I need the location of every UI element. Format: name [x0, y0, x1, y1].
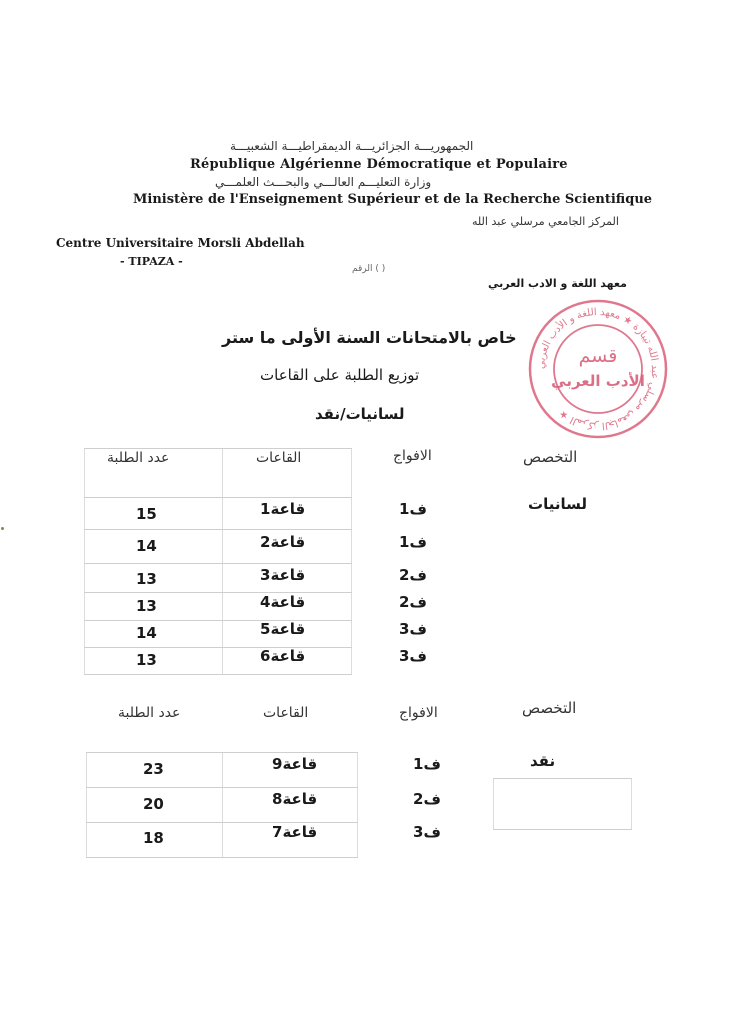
students-cell: 18	[143, 829, 164, 847]
room-cell: قاعة1	[260, 500, 306, 518]
header-rooms: القاعات	[256, 450, 302, 466]
room-cell: قاعة2	[260, 533, 306, 551]
scan-speck	[1, 527, 4, 530]
group-cell: ف3	[399, 647, 427, 665]
header-groups: الافواج	[399, 705, 438, 721]
group-cell: ف1	[399, 500, 427, 518]
group-cell: ف1	[399, 533, 427, 551]
students-cell: 20	[143, 795, 164, 813]
room-cell: قاعة4	[260, 593, 306, 611]
specialties-title: لسانيات/نقد	[315, 405, 405, 423]
stamp-dept-word: الأدب العربي	[551, 372, 645, 390]
header-students: عدد الطلبة	[107, 450, 170, 466]
stamp-ring-text: المركز الجامعي مرسلي عبد الله تيبازة ★ معهد اللغة و الأدب العربي ★	[535, 306, 661, 432]
stamp-center-word: قسم	[578, 345, 618, 367]
header-groups: الافواج	[393, 448, 432, 464]
students-cell: 13	[136, 651, 157, 669]
students-cell: 13	[136, 570, 157, 588]
room-cell: قاعة3	[260, 566, 306, 584]
exam-title: خاص بالامتحانات السنة الأولى ما ستر	[222, 328, 517, 347]
republic-french: République Algérienne Démocratique et Populaire	[190, 157, 568, 172]
room-cell: قاعة9	[272, 755, 318, 773]
group-cell: ف2	[413, 790, 441, 808]
university-center-arabic: المركز الجامعي مرسلي عبد الله	[472, 215, 619, 228]
group-cell: ف3	[399, 620, 427, 638]
group-cell: ف2	[399, 593, 427, 611]
specialty-cell: لسانيات	[528, 495, 587, 513]
room-cell: قاعة6	[260, 647, 306, 665]
header-specialty: التخصص	[522, 699, 577, 717]
republic-arabic: الجمهوريـــة الجزائريـــة الديمقراطيـــة الشعبيـــة	[230, 139, 474, 153]
university-center-french: Centre Universitaire Morsli Abdellah	[56, 236, 305, 250]
students-cell: 15	[136, 505, 157, 523]
header-students: عدد الطلبة	[118, 705, 181, 721]
students-cell: 13	[136, 597, 157, 615]
room-cell: قاعة8	[272, 790, 318, 808]
ministry-french: Ministère de l'Enseignement Supérieur et de la Recherche Scientifique	[133, 192, 653, 207]
distribution-title: توزيع الطلبة على القاعات	[260, 366, 420, 384]
students-cell: 23	[143, 760, 164, 778]
ministry-arabic: وزارة التعليـــم العالـــي والبحـــث العلمـــي	[215, 175, 432, 189]
group-cell: ف1	[413, 755, 441, 773]
room-cell: قاعة7	[272, 823, 318, 841]
room-cell: قاعة5	[260, 620, 306, 638]
students-cell: 14	[136, 624, 157, 642]
official-stamp	[527, 298, 669, 440]
header-rooms: القاعات	[263, 705, 309, 721]
reference-number: ( ) الرقم	[352, 264, 386, 274]
students-cell: 14	[136, 537, 157, 555]
group-cell: ف3	[413, 823, 441, 841]
institute-name: معهد اللغة و الادب العربي	[488, 277, 627, 290]
city-name: - TIPAZA -	[120, 255, 183, 268]
specialty-cell: نقد	[530, 752, 556, 770]
header-specialty: التخصص	[523, 448, 578, 466]
group-cell: ف2	[399, 566, 427, 584]
